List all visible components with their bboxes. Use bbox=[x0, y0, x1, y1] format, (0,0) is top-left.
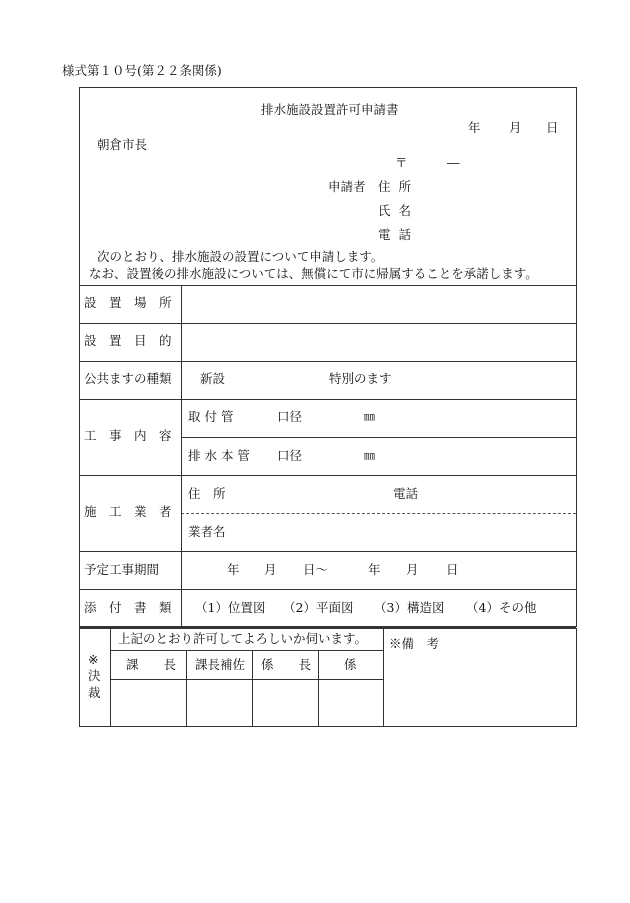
contractor-address-label: 住 所 bbox=[188, 486, 226, 501]
main-pipe-diameter-label: 口径 bbox=[277, 448, 303, 463]
approval-question: 上記のとおり許可してよろしいか伺います。 bbox=[118, 631, 368, 646]
date-day-label: 日 bbox=[546, 120, 559, 135]
approval-label-1: 決 bbox=[88, 668, 101, 683]
contractor-phone-label: 電話 bbox=[393, 486, 419, 501]
approval-column-header: 係 長 bbox=[261, 657, 312, 672]
basin-option-special[interactable]: 特別のます bbox=[329, 371, 392, 386]
basin-option-new[interactable]: 新設 bbox=[200, 371, 226, 386]
contractor-name-label: 業者名 bbox=[188, 524, 226, 539]
row-rule bbox=[79, 589, 576, 590]
statement-line-1: 次のとおり、排水施設の設置について申請します。 bbox=[97, 249, 384, 264]
main-pipe-unit: ㎜ bbox=[364, 449, 375, 462]
pipe-connection-diameter-label: 口径 bbox=[277, 409, 303, 424]
postal-mark: 〒 bbox=[395, 155, 408, 170]
purpose-label: 設 置 目 的 bbox=[84, 333, 172, 348]
approval-mark: ※ bbox=[88, 652, 99, 667]
date-year-label: 年 bbox=[468, 120, 481, 135]
period-end-day: 日 bbox=[446, 562, 459, 577]
remarks-label: ※備 考 bbox=[389, 636, 440, 651]
date-month-label: 月 bbox=[509, 120, 522, 135]
location-field[interactable] bbox=[182, 286, 575, 322]
applicant-name-label: 氏 名 bbox=[378, 203, 411, 218]
approval-column-header: 係 bbox=[344, 657, 357, 672]
work-content-label: 工 事 内 容 bbox=[84, 428, 172, 443]
period-end-year: 年 bbox=[368, 562, 381, 577]
form-title: 排水施設設置許可申請書 bbox=[261, 102, 399, 117]
stamp-cell-staff[interactable] bbox=[319, 680, 383, 725]
stamp-cell-subsection-chief[interactable] bbox=[253, 680, 318, 725]
period-start-day: 日～ bbox=[303, 562, 329, 577]
attachment-item: （2）平面図 bbox=[283, 600, 354, 615]
applicant-address-label: 住 所 bbox=[378, 179, 411, 194]
period-label: 予定工事期間 bbox=[84, 562, 160, 577]
attachment-item: （3）構造図 bbox=[374, 600, 445, 615]
pipe-connection-unit: ㎜ bbox=[364, 410, 375, 423]
attachment-item: （4）その他 bbox=[466, 600, 537, 615]
period-end-month: 月 bbox=[406, 562, 419, 577]
attachments-label: 添 付 書 類 bbox=[84, 600, 172, 615]
main-pipe-label: 排 水 本 管 bbox=[188, 448, 250, 463]
statement-line-2: なお、設置後の排水施設については、無償にて市に帰属することを承諾します。 bbox=[89, 266, 538, 281]
stamp-cell-assistant-chief[interactable] bbox=[187, 680, 252, 725]
contractor-dashed-rule bbox=[181, 513, 576, 514]
basin-type-label: 公共ますの種類 bbox=[84, 371, 172, 386]
stamp-cell-section-chief[interactable] bbox=[111, 680, 186, 725]
contractor-label: 施 工 業 者 bbox=[84, 504, 172, 519]
row-rule bbox=[181, 437, 576, 438]
period-start-month: 月 bbox=[264, 562, 277, 577]
period-start-year: 年 bbox=[227, 562, 240, 577]
row-rule bbox=[79, 361, 576, 362]
row-rule bbox=[79, 399, 576, 400]
approval-column-header: 課長補佐 bbox=[195, 657, 246, 672]
pipe-connection-label: 取 付 管 bbox=[188, 409, 234, 424]
approval-label-2: 裁 bbox=[88, 685, 101, 700]
approval-column-header: 課 長 bbox=[126, 657, 177, 672]
form-number: 様式第１０号(第２２条関係) bbox=[62, 63, 222, 78]
postal-dash: ― bbox=[447, 155, 460, 170]
addressee: 朝倉市長 bbox=[97, 137, 148, 152]
approval-rule bbox=[110, 650, 383, 651]
location-label: 設 置 場 所 bbox=[84, 295, 172, 310]
approval-rule bbox=[383, 628, 384, 726]
applicant-phone-label: 電 話 bbox=[378, 227, 411, 242]
purpose-field[interactable] bbox=[182, 324, 575, 360]
row-rule bbox=[79, 551, 576, 552]
row-rule bbox=[79, 475, 576, 476]
attachment-item: （1）位置図 bbox=[195, 600, 266, 615]
applicant-label: 申請者 bbox=[328, 179, 366, 194]
